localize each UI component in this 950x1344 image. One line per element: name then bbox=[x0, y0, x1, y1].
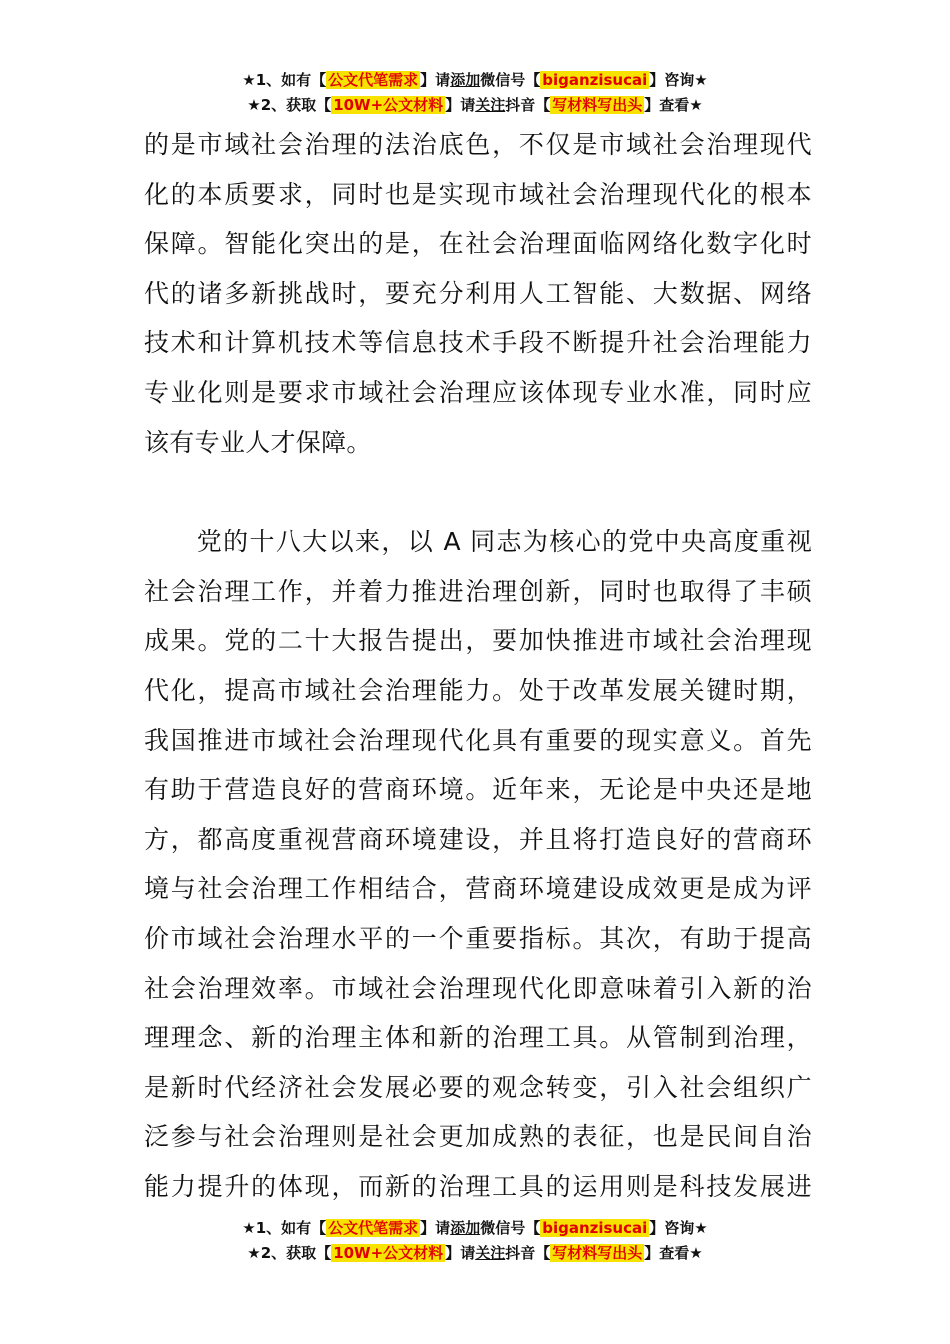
text-line: 该有专业人才保障。 bbox=[144, 427, 372, 457]
text-line: 成果。党的二十大报告提出，要加快推进市域社会治理现 bbox=[144, 626, 812, 656]
text-line: 代的诸多新挑战时，要充分利用人工智能、大数据、网络 bbox=[144, 278, 812, 308]
paragraph-gap bbox=[144, 467, 812, 517]
text-line: 能力提升的体现，而新的治理工具的运用则是科技发展进 bbox=[144, 1171, 812, 1201]
text-line: 我国推进市域社会治理现代化具有重要的现实意义。首先 bbox=[144, 725, 812, 755]
banner-line-2: ★2、获取【 10W+公文材料 】请关注抖音【 写材料写出头 】查看★ bbox=[247, 1244, 703, 1262]
text-line: 境与社会治理工作相结合，营商环境建设成效更是成为评 bbox=[144, 874, 812, 904]
text-line: 的是市域社会治理的法治底色，不仅是市域社会治理现代 bbox=[144, 130, 812, 159]
banner-line-1: ★1、如有【 公文代笔需求 】请添加微信号【 biganzisucai 】咨询★ bbox=[242, 71, 708, 89]
text-line: 技术和计算机技术等信息技术手段不断提升社会治理能力 bbox=[144, 328, 812, 358]
text-line: 是新时代经济社会发展必要的观念转变，引入社会组织广 bbox=[144, 1072, 812, 1102]
highlight-writing-service: 公文代笔需求 bbox=[328, 71, 419, 89]
text-line: 价市域社会治理水平的一个重要指标。其次，有助于提高 bbox=[144, 923, 812, 953]
highlight-douyin-account: 写材料写出头 bbox=[552, 96, 643, 114]
document-body bbox=[144, 120, 812, 1211]
text-line: 党的十八大以来，以 A 同志为核心的党中央高度重视 bbox=[144, 527, 812, 557]
text-line: 泛参与社会治理则是社会更加成熟的表征，也是民间自治 bbox=[144, 1122, 812, 1152]
text-line: 代化，提高市域社会治理能力。处于改革发展关键时期， bbox=[144, 675, 812, 705]
top-banner bbox=[0, 68, 950, 118]
bottom-banner bbox=[0, 1216, 950, 1266]
banner-line-1: ★1、如有【 公文代笔需求 】请添加微信号【 biganzisucai 】咨询★ bbox=[242, 1219, 708, 1237]
text-line: 社会治理效率。市域社会治理现代化即意味着引入新的治 bbox=[144, 973, 812, 1003]
text-line: 保障。智能化突出的是，在社会治理面临网络化数字化时 bbox=[144, 229, 812, 259]
text-line: 社会治理工作，并着力推进治理创新，同时也取得了丰硕 bbox=[144, 576, 812, 606]
highlight-wechat-id: biganzisucai bbox=[542, 71, 648, 89]
highlight-materials: 10W+公文材料 bbox=[333, 1244, 444, 1262]
text-line: 理理念、新的治理主体和新的治理工具。从管制到治理， bbox=[144, 1023, 812, 1053]
text-line: 方，都高度重视营商环境建设，并且将打造良好的营商环 bbox=[144, 824, 812, 854]
highlight-materials: 10W+公文材料 bbox=[333, 96, 444, 114]
text-line: 有助于营造良好的营商环境。近年来，无论是中央还是地 bbox=[144, 775, 812, 805]
highlight-wechat-id: biganzisucai bbox=[542, 1219, 648, 1237]
highlight-writing-service: 公文代笔需求 bbox=[328, 1219, 419, 1237]
text-line: 化的本质要求，同时也是实现市域社会治理现代化的根本 bbox=[144, 179, 812, 209]
paragraph-2 bbox=[144, 517, 812, 1211]
paragraph-1 bbox=[144, 120, 812, 467]
text-line: 专业化则是要求市域社会治理应该体现专业水准，同时应 bbox=[144, 377, 812, 407]
banner-line-2: ★2、获取【 10W+公文材料 】请关注抖音【 写材料写出头 】查看★ bbox=[247, 96, 703, 114]
highlight-douyin-account: 写材料写出头 bbox=[552, 1244, 643, 1262]
